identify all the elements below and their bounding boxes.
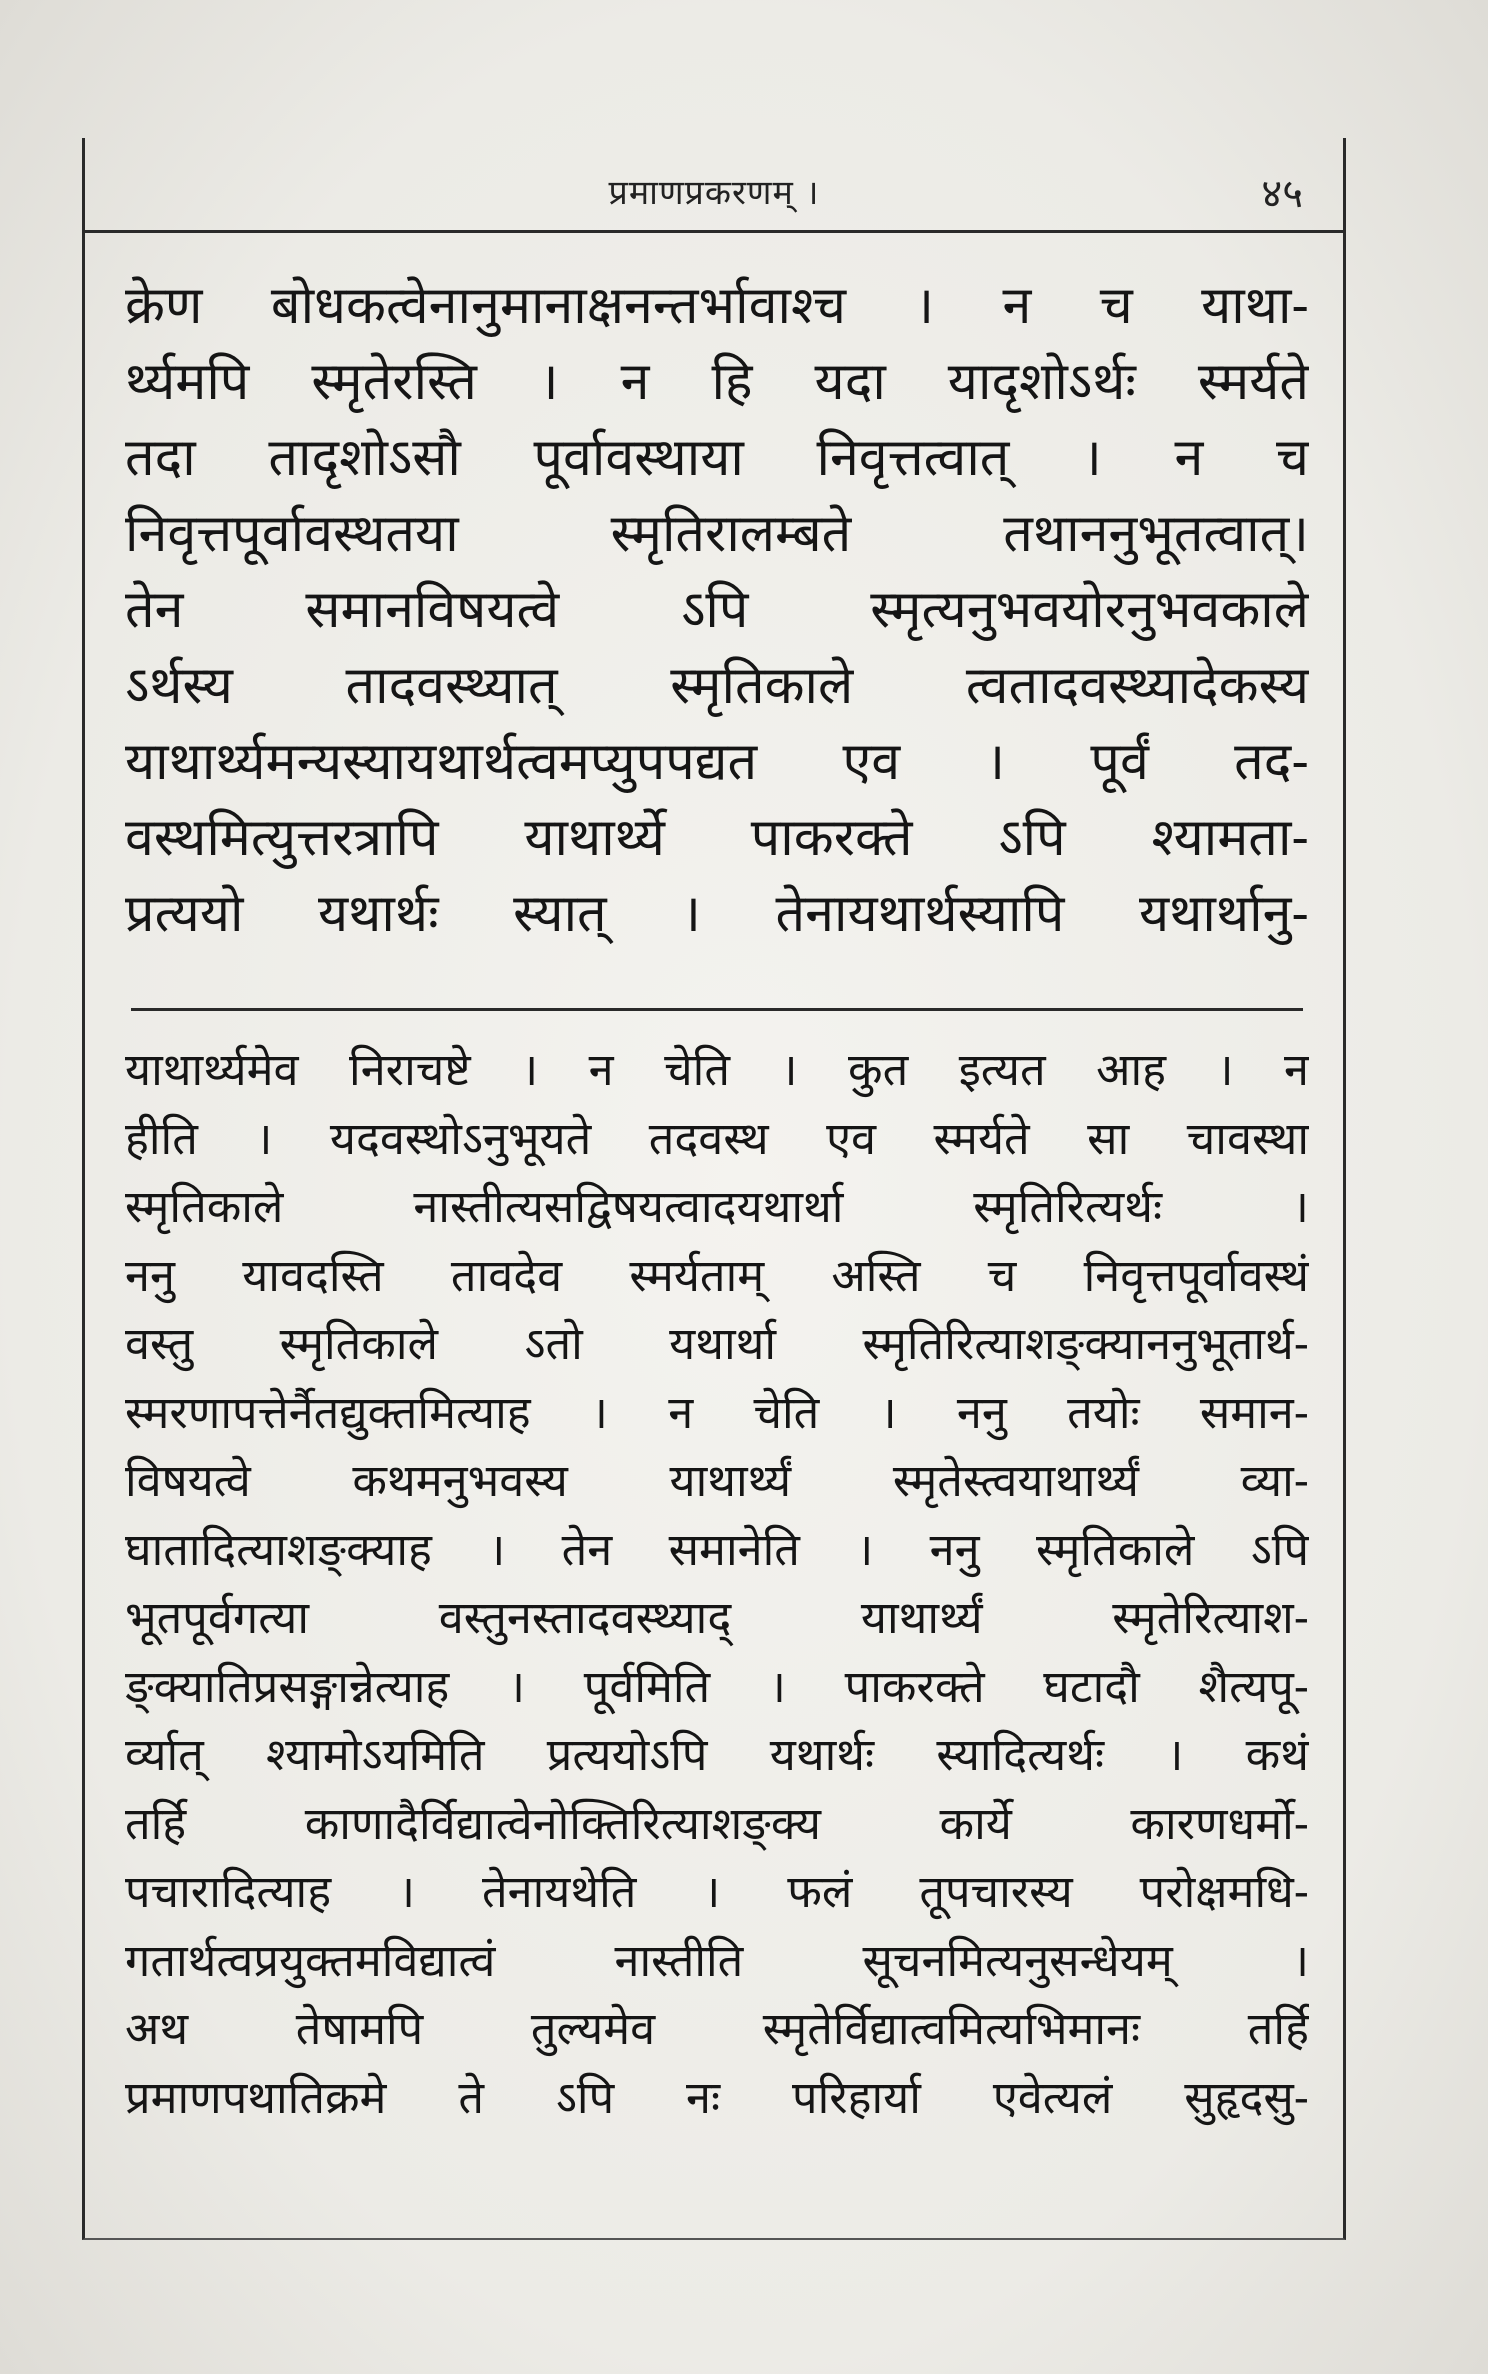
main-text-line: निवृत्तपूर्वावस्थतया स्मृतिरालम्बते तथाननुभूतत्वात्।	[125, 504, 1309, 564]
page-header	[85, 138, 1343, 233]
running-head: प्रमाणप्रकरणम् ।	[608, 173, 820, 213]
page-frame	[82, 138, 1346, 2240]
main-text-line: क्रेण बोधकत्वेनानुमानाक्षनन्तर्भावाश्च । न च याथा-	[125, 276, 1309, 336]
main-text-line: र्थ्यमपि स्मृतेरस्ति । न हि यदा यादृशोऽर्थः स्मर्यते	[125, 352, 1309, 412]
commentary-line: प्रमाणपथातिक्रमे ते ऽपि नः परिहार्या एवेत्यलं सुहृदसु-	[125, 2070, 1309, 2124]
commentary-line: याथार्थ्यमेव निराचष्टे । न चेति । कुत इत्यत आह । न	[125, 1043, 1309, 1096]
commentary-line: हीति । यदवस्थोऽनुभूयते तदवस्थ एव स्मर्यते सा चावस्था	[125, 1111, 1309, 1165]
commentary-line: तर्हि काणादैर्विद्यात्वेनोक्तिरित्याशङ्क्य कार्ये कारणधर्मो-	[125, 1796, 1309, 1850]
commentary-line: र्व्यात् श्यामोऽयमिति प्रत्ययोऽपि यथार्थः स्यादित्यर्थः । कथं	[125, 1728, 1309, 1781]
commentary-line: वस्तु स्मृतिकाले ऽतो यथार्था स्मृतिरित्याशङ्क्याननुभूतार्थ-	[125, 1317, 1309, 1370]
commentary-line: अथ तेषामपि तुल्यमेव स्मृतेर्विद्यात्वमित्यभिमानः तर्हि	[125, 2002, 1309, 2055]
page-number: ४५	[1261, 171, 1303, 217]
commentary-line: विषयत्वे कथमनुभवस्य याथार्थ्यं स्मृतेस्त्वयाथार्थ्यं व्या-	[125, 1454, 1309, 1507]
main-text-line: तेन समानविषयत्वे ऽपि स्मृत्यनुभवयोरनुभवकाले	[125, 580, 1309, 640]
commentary-line: ननु यावदस्ति तावदेव स्मर्यताम् अस्ति च निवृत्तपूर्वावस्थं	[125, 1248, 1309, 1302]
main-text	[125, 268, 1309, 952]
commentary-line: गतार्थत्वप्रयुक्तमविद्यात्वं नास्तीति सूचनमित्यनुसन्धेयम् ।	[125, 1933, 1309, 1987]
main-text-line: प्रत्ययो यथार्थः स्यात् । तेनायथार्थस्यापि यथार्थानु-	[125, 884, 1309, 944]
commentary-line: ङ्क्यातिप्रसङ्गान्नेत्याह । पूर्वमिति । पाकरक्ते घटादौ शैत्यपू-	[125, 1659, 1309, 1713]
main-text-line: तदा तादृशोऽसौ पूर्वावस्थाया निवृत्तत्वात् । न च	[125, 428, 1309, 488]
main-text-line: याथार्थ्यमन्यस्यायथार्थत्वमप्युपपद्यत एव । पूर्वं तद-	[125, 732, 1309, 792]
main-text-line: वस्थमित्युत्तरत्रापि याथार्थ्ये पाकरक्ते ऽपि श्यामता-	[125, 808, 1309, 868]
commentary-text	[125, 1036, 1309, 2132]
commentary-line: भूतपूर्वगत्या वस्तुनस्तादवस्थ्याद् याथार्थ्यं स्मृतेरित्याश-	[125, 1591, 1309, 1644]
commentary-line: पचारादित्याह । तेनायथेति । फलं तूपचारस्य परोक्षमधि-	[125, 1865, 1309, 1918]
text-commentary-divider	[131, 1008, 1303, 1011]
main-text-line: ऽर्थस्य तादवस्थ्यात् स्मृतिकाले त्वतादवस्थ्यादेकस्य	[125, 656, 1309, 716]
commentary-line: स्मरणापत्तेर्नैतद्युक्तमित्याह । न चेति । ननु तयोः समान-	[125, 1385, 1309, 1439]
commentary-line: घातादित्याशङ्क्याह । तेन समानेति । ननु स्मृतिकाले ऽपि	[125, 1522, 1309, 1576]
commentary-line: स्मृतिकाले नास्तीत्यसद्विषयत्वादयथार्था स्मृतिरित्यर्थः ।	[125, 1180, 1309, 1233]
